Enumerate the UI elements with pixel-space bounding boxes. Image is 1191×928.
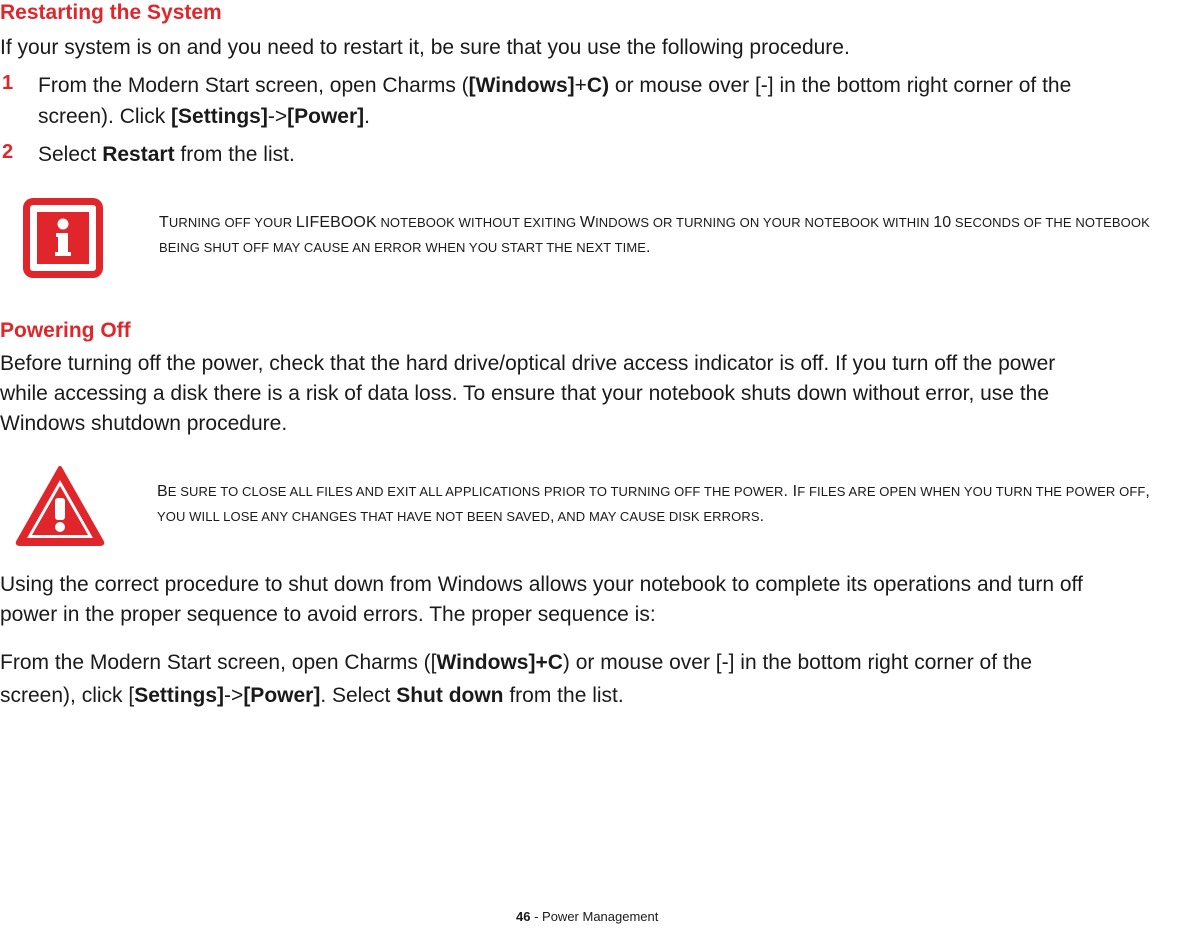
warning-icon bbox=[14, 464, 106, 548]
page-footer: 46 - Power Management bbox=[516, 909, 659, 924]
info-note-line-2: BEING SHUT OFF MAY CAUSE AN ERROR WHEN YOU START THE NEXT TIME. bbox=[159, 239, 651, 256]
power-off-para-line-3: Windows shutdown procedure. bbox=[0, 412, 288, 435]
warning-note-line-1: BE SURE TO CLOSE ALL FILES AND EXIT ALL APPLICATIONS PRIOR TO TURNING OFF THE POWER. IF FILES ARE OPEN WHEN YOU TURN THE POWER OFF, bbox=[157, 483, 1150, 500]
shutdown-para-line-1: Using the correct procedure to shut down from Windows allows your notebook to complete its operations and turn off bbox=[0, 573, 1083, 596]
power-off-para-line-1: Before turning off the power, check that the hard drive/optical drive access indicator is off. If you turn off the power bbox=[0, 352, 1056, 375]
restart-intro: If your system is on and you need to restart it, be sure that you use the following procedure. bbox=[0, 36, 850, 59]
step-text: Select Restart from the list. bbox=[38, 143, 295, 166]
step-number: 1 bbox=[2, 72, 14, 94]
step-number: 2 bbox=[2, 141, 14, 163]
power-off-para-line-2: while accessing a disk there is a risk of data loss. To ensure that your notebook shuts down without error, use the bbox=[0, 382, 1050, 405]
info-note-line-1: TURNING OFF YOUR LIFEBOOK NOTEBOOK WITHOUT EXITING WINDOWS OR TURNING ON YOUR NOTEBOOK WITHIN 10 SECONDS OF THE NOTEBOOK bbox=[159, 214, 1150, 231]
page-number: 46 bbox=[516, 909, 531, 924]
step-text-line-1: From the Modern Start screen, open Charms ([Windows]+C) or mouse over [-] in the bottom right corner of the bbox=[38, 74, 1072, 97]
restart-heading: Restarting the System bbox=[0, 1, 222, 24]
footer-section: Power Management bbox=[542, 909, 659, 924]
shutdown-steps-line-1: From the Modern Start screen, open Charms ([Windows]+C) or mouse over [-] in the bottom right corner of the bbox=[0, 651, 1033, 674]
shutdown-para-line-2: power in the proper sequence to avoid errors. The proper sequence is: bbox=[0, 603, 656, 626]
info-icon bbox=[20, 195, 106, 281]
step-text-line-2: screen). Click [Settings]->[Power]. bbox=[38, 105, 370, 128]
shutdown-steps-line-2: screen), click [Settings]->[Power]. Select Shut down from the list. bbox=[0, 684, 624, 707]
warning-note-line-2: YOU WILL LOSE ANY CHANGES THAT HAVE NOT BEEN SAVED, AND MAY CAUSE DISK ERRORS. bbox=[157, 508, 765, 525]
power-off-heading: Powering Off bbox=[0, 319, 131, 342]
